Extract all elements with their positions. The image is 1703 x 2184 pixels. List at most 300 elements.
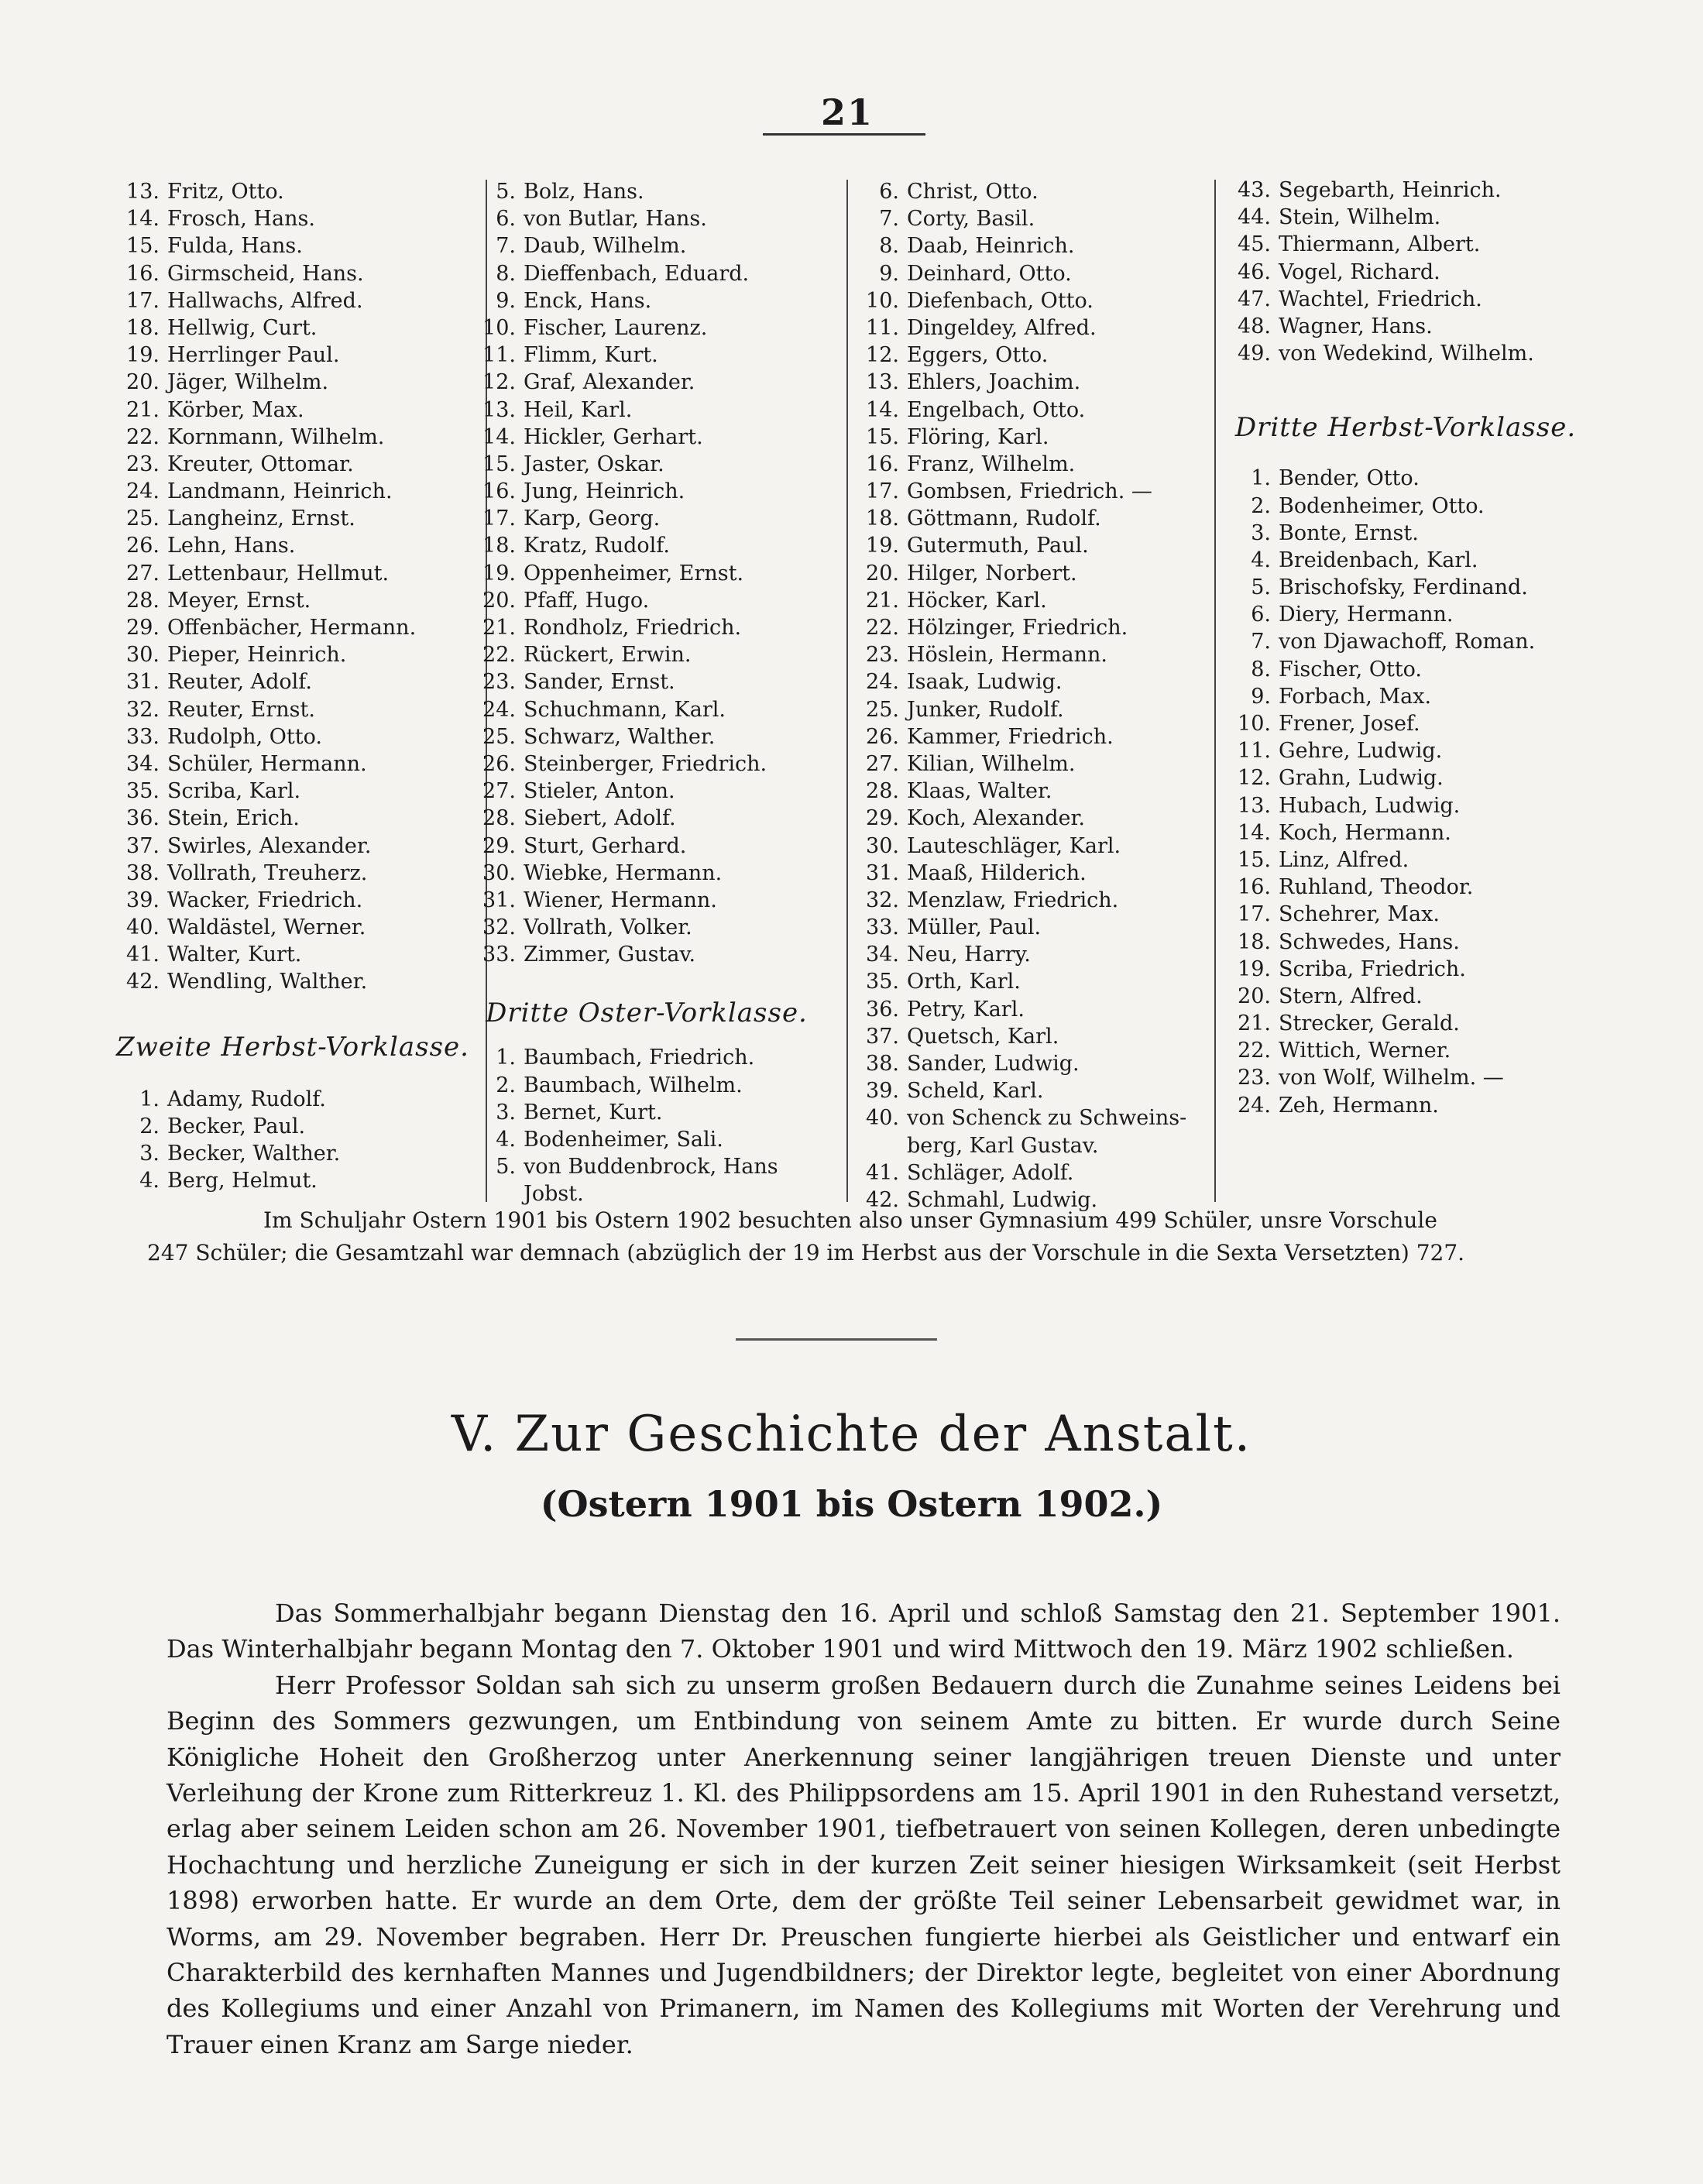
list-item-number: 4. [496,1128,516,1152]
list-item [1227,1010,1584,1037]
list-item [1227,901,1584,928]
list-item-name: Körber, Max. [167,397,304,422]
col2-list [472,178,821,968]
summary-paragraph [147,1204,1557,1269]
list-item [1227,956,1584,983]
list-item-number: 29. [866,806,899,831]
list-item-name: Stern, Alfred. [1279,984,1423,1008]
list-item-name: Sander, Ludwig. [907,1052,1080,1076]
list-item-name: Hilger, Norbert. [907,561,1077,585]
list-item-number: 22. [1238,1039,1271,1063]
list-item-number: 38. [866,1052,899,1076]
list-item-number: 23. [866,643,899,668]
list-item [856,505,1220,532]
list-item-name: Engelbach, Otto. [907,397,1086,422]
list-item [856,1023,1220,1050]
list-item-number: 47. [1238,287,1271,311]
list-item [856,532,1220,559]
list-item [472,260,821,287]
list-item-name: Junker, Rudolf. [907,697,1064,722]
list-item [116,914,457,941]
list-item [856,1050,1220,1077]
list-item-number: 11. [866,315,899,340]
list-item [1227,547,1584,574]
list-item-number: 32. [866,888,899,912]
list-item [472,941,821,968]
list-item [472,1153,821,1180]
list-item-name: Isaak, Ludwig. [907,670,1063,695]
list-item-name: Offenbächer, Hermann. [167,616,417,640]
list-item [116,1113,457,1140]
list-item [1227,259,1584,286]
list-item [856,424,1220,451]
list-item-number: 4. [139,1169,160,1193]
list-item-name: Heil, Karl. [524,397,633,422]
list-item-name: Schüler, Hermann. [167,751,367,776]
list-item [116,178,457,205]
list-item-number: 17. [126,288,160,313]
list-item [1227,846,1584,874]
list-item-name: Hubach, Ludwig. [1279,793,1461,818]
list-item [1227,493,1584,520]
list-item [856,342,1220,369]
list-item-name: Wiener, Hermann. [524,888,717,912]
list-item-name: Corty, Basil. [907,207,1035,232]
list-item-name: Rondholz, Friedrich. [524,616,742,640]
list-item [856,805,1220,832]
list-item [116,205,457,232]
list-item [1227,792,1584,819]
list-item-number: 16. [1238,875,1271,900]
list-item-name: von Djawachoff, Roman. [1279,630,1536,654]
list-item-name: Wacker, Friedrich. [167,888,363,912]
list-item-name: Christ, Otto. [907,180,1039,204]
list-item-name: Ruhland, Theodor. [1279,875,1474,900]
list-item-name: Ehlers, Joachim. [907,370,1081,395]
list-item [1227,710,1584,737]
list-item-name: Oppenheimer, Ernst. [524,561,744,585]
list-item-number: 6. [1251,603,1271,627]
list-item-name: Schwarz, Walther. [524,724,716,749]
list-item [856,833,1220,860]
list-item [472,424,821,451]
list-item-number: 18. [126,315,160,340]
col1-list [116,178,457,996]
list-item [856,941,1220,968]
column-rule-3 [1214,180,1216,1202]
list-item [472,314,821,342]
list-item-number: 21. [1238,1011,1271,1036]
list-item-number: 27. [866,751,899,776]
list-item [1227,177,1584,204]
list-item-name: Bodenheimer, Otto. [1279,493,1485,518]
list-item [472,887,821,914]
list-item [472,914,821,941]
list-item-name: Swirles, Alexander. [167,833,372,858]
list-item-name: Zimmer, Gustav. [524,943,696,967]
list-item-name: Diery, Hermann. [1279,603,1454,627]
list-item-number: 7. [496,234,516,259]
list-item-name: Vogel, Richard. [1279,259,1440,284]
list-item [856,369,1220,396]
list-item-number: 28. [482,806,516,831]
list-item-name: Girmscheid, Hans. [167,261,364,286]
list-item-number: 6. [496,207,516,232]
col3-list [856,178,1220,1214]
list-item-name: Deinhard, Otto. [907,261,1072,286]
list-item-number: 33. [482,943,516,967]
list-item-name: Reuter, Adolf. [167,670,312,695]
list-item-name: Rückert, Erwin. [524,643,692,668]
list-item [856,260,1220,287]
list-item [116,614,457,641]
list-item [856,232,1220,259]
list-item-name: Müller, Paul. [907,915,1042,940]
list-item [856,1132,1220,1159]
list-item [856,205,1220,232]
list-item [116,369,457,396]
list-item [116,342,457,369]
list-item-number: 10. [1238,712,1271,736]
list-item-number: 39. [126,888,160,912]
list-item-name: Becker, Walther. [167,1142,341,1166]
list-item [856,887,1220,914]
list-item-name: Fischer, Otto. [1279,657,1423,682]
list-item-name: Baumbach, Wilhelm. [524,1073,743,1097]
list-item-number: 22. [866,616,899,640]
list-item-number: 19. [866,534,899,558]
list-item-name: Bonte, Ernst. [1279,520,1419,545]
list-item [856,1077,1220,1104]
list-item-number: 21. [866,588,899,613]
section-divider [736,1338,937,1341]
list-item-number: 30. [126,643,160,668]
list-item-number: 24. [482,697,516,722]
list-item-number: 11. [482,343,516,368]
summary-line-1: Im Schuljahr Ostern 1901 bis Ostern 1902 besuchten also unser Gymnasium 499 Schüler, unsre Vorschule [263,1207,1437,1233]
list-item [472,723,821,750]
list-item-name: Hellwig, Curt. [167,315,318,340]
list-item-number: 9. [879,261,899,286]
list-item-number: 31. [482,888,516,912]
page-number-rule [763,133,925,136]
list-item-name: Brischofsky, Ferdinand. [1279,575,1528,600]
body-text [167,1595,1561,2062]
list-item [116,397,457,424]
list-item-number: 14. [482,424,516,449]
list-item [856,587,1220,614]
list-item-name: Scheld, Karl. [907,1079,1044,1104]
column-4 [1227,177,1584,1119]
col1-heading: Zweite Herbst-Vorklasse. [116,1031,469,1063]
list-item [116,587,457,614]
list-item-name: Schwedes, Hans. [1279,929,1460,954]
list-item-name: Stein, Wilhelm. [1279,205,1441,230]
list-item-name: von Schenck zu Schweins- [907,1106,1187,1131]
list-item-number: 21. [126,397,160,422]
list-item-number: 20. [482,588,516,613]
list-item [472,287,821,314]
section-subtitle: (Ostern 1901 bis Ostern 1902.) [540,1483,1163,1525]
list-item [116,560,457,587]
list-item-number: 15. [1238,847,1271,872]
list-item [116,723,457,750]
list-item-name: Linz, Alfred. [1279,847,1409,872]
list-item-number: 14. [1238,820,1271,845]
list-item-number: 19. [482,561,516,585]
list-item-number: 2. [496,1073,516,1097]
list-item-name: Steinberger, Friedrich. [524,751,767,776]
list-item-name: Jaster, Oskar. [524,452,664,476]
list-item-number: 9. [496,288,516,313]
list-item-number: 15. [482,452,516,476]
list-item-name: Strecker, Gerald. [1279,1011,1460,1036]
list-item-name: Kratz, Rudolf. [524,534,670,558]
list-item-number: 11. [1238,739,1271,764]
list-item-number: 10. [482,315,516,340]
list-item-name: Schmahl, Ludwig. [907,1187,1098,1212]
list-item [116,750,457,778]
list-item-number: 44. [1238,205,1271,230]
column-rule-2 [846,180,848,1202]
list-item-number: 20. [1238,984,1271,1008]
list-item-name: Sturt, Gerhard. [524,833,687,858]
list-item-number: 24. [866,670,899,695]
list-item-number: 23. [482,670,516,695]
list-item-name: Jobst. [524,1182,584,1207]
list-item-name: Koch, Alexander. [907,806,1085,831]
list-item-number: 45. [1238,232,1271,257]
list-item [116,260,457,287]
list-item [116,1167,457,1194]
col2-list2 [472,1044,821,1207]
list-item-name: Baumbach, Friedrich. [524,1046,755,1070]
list-item-name: Jäger, Wilhelm. [167,370,329,395]
list-item [856,996,1220,1023]
list-item [856,778,1220,805]
list-item-name: Wiebke, Hermann. [524,860,723,885]
list-item-number: 31. [866,860,899,885]
list-item [472,560,821,587]
list-item-name: von Wolf, Wilhelm. — [1279,1066,1504,1090]
list-item-name: Breidenbach, Karl. [1279,548,1478,572]
list-item-number: 25. [482,724,516,749]
list-item [1227,656,1584,683]
list-item [472,397,821,424]
list-item-name: Höcker, Karl. [907,588,1047,613]
list-item-number: 30. [866,833,899,858]
col1-list2 [116,1086,457,1195]
list-item-name: Fischer, Laurenz. [524,315,708,340]
list-item [856,614,1220,641]
list-item-number: 41. [866,1160,899,1185]
body-paragraph-1: Das Sommerhalbjahr begann Dienstag den 16. April und schloß Samstag den 21. September 1901. Das Winterhalbjahr begann Montag den 7. Oktober 1901 und wird Mittwoch den 19. März 1902 schließen. [167,1599,1561,1664]
list-item-name: Fulda, Hans. [167,234,303,259]
list-item-name: Rudolph, Otto. [167,724,322,749]
list-item-number: 12. [1238,766,1271,791]
list-item [472,1099,821,1126]
list-item [856,723,1220,750]
list-item [1227,1037,1584,1064]
list-item-number: 17. [1238,902,1271,927]
list-item-name: Koch, Hermann. [1279,820,1451,845]
list-item-number: 37. [866,1024,899,1049]
list-item-name: Gutermuth, Paul. [907,534,1089,558]
list-item [856,668,1220,695]
list-item-number: 5. [1251,575,1271,600]
list-item-number: 7. [879,207,899,232]
list-item-name: Bender, Otto. [1279,466,1420,491]
list-item-name: Maaß, Hilderich. [907,860,1087,885]
list-item [472,532,821,559]
list-item-number: 8. [879,234,899,259]
list-item [472,860,821,887]
list-item [856,397,1220,424]
list-item [472,451,821,478]
list-item-name: Wendling, Walther. [167,970,368,994]
list-item-number: 20. [866,561,899,585]
list-item-name: Göttmann, Rudolf. [907,507,1101,531]
list-item [472,1072,821,1099]
list-item-number: 38. [126,860,160,885]
list-item-number: 21. [482,616,516,640]
list-item-number: 34. [126,751,160,776]
list-item-name: Franz, Wilhelm. [907,452,1076,476]
list-item [472,369,821,396]
list-item-number: 5. [496,1155,516,1180]
list-item-number: 18. [482,534,516,558]
list-item [472,696,821,723]
list-item [116,833,457,860]
list-item-name: Siebert, Adolf. [524,806,676,831]
page-number: 21 [821,91,874,133]
list-item [116,1140,457,1167]
list-item-number: 4. [1251,548,1271,572]
list-item [472,342,821,369]
list-item-number: 14. [126,207,160,232]
list-item-name: Forbach, Max. [1279,684,1432,709]
list-item-number: 33. [126,724,160,749]
list-item-name: von Butlar, Hans. [524,207,707,232]
list-item [856,287,1220,314]
list-item-name: Eggers, Otto. [907,343,1049,368]
column-1 [116,178,469,1194]
list-item-name: Becker, Paul. [167,1114,306,1138]
list-item [116,505,457,532]
list-item-name: Dieffenbach, Eduard. [524,261,750,286]
list-item [856,968,1220,995]
list-item-name: Waldästel, Werner. [167,915,366,940]
list-item-number: 24. [1238,1093,1271,1118]
list-item [116,778,457,805]
list-item-number: 2. [1251,493,1271,518]
list-item [116,478,457,505]
list-item-number: 12. [482,370,516,395]
summary-line-2: 247 Schüler; die Gesamtzahl war demnach (abzüglich der 19 im Herbst aus der Vorschule in die Sexta Versetzten) 727. [147,1240,1465,1265]
list-item [116,696,457,723]
list-item-name: Sander, Ernst. [524,670,675,695]
list-item-name: Dingeldey, Alfred. [907,315,1097,340]
list-item-name: Stieler, Anton. [524,779,675,804]
list-item [472,587,821,614]
list-item-name: Fritz, Otto. [167,180,284,204]
column-3 [856,178,1220,1214]
list-item-number: 8. [496,261,516,286]
section-title: V. Zur Geschichte der Anstalt. [451,1406,1252,1463]
col4-list2 [1227,465,1584,1119]
list-item-number: 26. [866,724,899,749]
list-item [1227,1092,1584,1119]
list-item [116,641,457,668]
list-item-number: 25. [126,507,160,531]
list-item [472,1044,821,1071]
list-item-number: 12. [866,343,899,368]
list-item-number: 40. [866,1106,899,1131]
list-item-number: 1. [1251,466,1271,491]
list-item-number: 2. [139,1114,160,1138]
list-item-number: 3. [496,1100,516,1125]
list-item-number: 10. [866,288,899,313]
list-item [472,833,821,860]
list-item-name: Daab, Heinrich. [907,234,1075,259]
col4-heading: Dritte Herbst-Vorklasse. [1234,412,1577,444]
list-item-name: Kornmann, Wilhelm. [167,424,385,449]
list-item-number: 18. [866,507,899,531]
list-item-number: 1. [496,1046,516,1070]
list-item-name: Vollrath, Volker. [524,915,692,940]
list-item-name: Flöring, Karl. [907,424,1049,449]
list-item [856,1104,1220,1131]
list-item-name: Orth, Karl. [907,970,1021,994]
list-item-number: 3. [139,1142,160,1166]
list-item-number: 31. [126,670,160,695]
col4-list [1227,177,1584,367]
list-item-name: Segebarth, Heinrich. [1279,178,1502,202]
list-item-name: Hickler, Gerhart. [524,424,703,449]
list-item [1227,520,1584,547]
list-item-number: 13. [482,397,516,422]
list-item-name: Daub, Wilhelm. [524,234,687,259]
list-item-name: Gombsen, Friedrich. — [907,479,1152,504]
list-item-name: Jung, Heinrich. [524,479,685,504]
list-item [116,668,457,695]
list-item [116,860,457,887]
list-item-name: Berg, Helmut. [167,1169,318,1193]
list-item-name: von Buddenbrock, Hans [524,1155,778,1180]
list-item [116,424,457,451]
list-item [856,560,1220,587]
list-item-number: 29. [482,833,516,858]
list-item [1227,465,1584,492]
list-item [1227,1064,1584,1091]
list-item [856,860,1220,887]
list-item-name: Quetsch, Karl. [907,1024,1059,1049]
list-item [856,314,1220,342]
list-item-name: Lehn, Hans. [167,534,296,558]
list-item [856,451,1220,478]
list-item-number: 8. [1251,657,1271,682]
list-item-name: Scriba, Karl. [167,779,301,804]
list-item [116,968,457,995]
list-item-number: 23. [126,452,160,476]
list-item-number: 22. [482,643,516,668]
list-item-number: 18. [1238,929,1271,954]
body-paragraph-2: Herr Professor Soldan sah sich zu unserm großen Bedauern durch die Zunahme seines Leidens bei Beginn des Sommers gezwungen, um Entbindung von seinem Amte zu bitten. Er wurde durch Seine Königliche Hoheit den Großherzog unter Anerkennung seiner langjährigen treuen Dienste und unter Verleihung der Krone zum Ritterkreuz 1. Kl. des Philippsordens am 15. April 1901 in den Ruhestand versetzt, erlag aber seinem Leiden schon am 26. November 1901, tiefbetrauert von seinen Kollegen, deren unbedingte Hochachtung und herzliche Zuneigung er sich in der kurzen Zeit seiner hiesigen Wirksamkeit (seit Herbst 1898) erworben hatte. Er wurde an dem Orte, dem der größte Teil seiner Lebensarbeit gewidmet war, in Worms, am 29. November begraben. Herr Dr. Preuschen fungierte hierbei als Geistlicher und entwarf ein Charakterbild des kernhaften Mannes und Jugendbildners; der Direktor legte, begleitet von einer Abordnung des Kollegiums und einer Anzahl von Primanern, im Namen des Kollegiums mit Worten der Verehrung und Trauer einen Kranz am Sarge nieder. [167,1670,1561,2059]
list-item-number: 3. [1251,520,1271,545]
list-item [116,532,457,559]
list-item-name: Thiermann, Albert. [1279,232,1481,257]
list-item-number: 42. [866,1187,899,1212]
